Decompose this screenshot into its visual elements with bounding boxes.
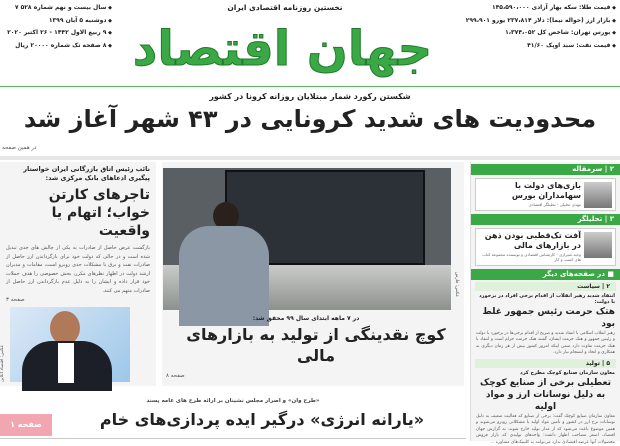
left-page-ref: صفحه ۳ [0, 295, 156, 305]
production-kicker: معاون سازمان صنایع کوچک مطرح کرد [471, 368, 620, 376]
politics-body: رهبر انقلاب اسلامی با انتقاد شدید و صریح از اقدام برخی‌ها در برخورد با دولت و رئیس جمهور و هتک حرمت ایشان، گفتند هتک حرمت حرام است و انتقاد با هتک حرمت تفاوت دارد ضمن اینکه امروز کشور بیش از هر زمان دیگری به همکاری و اتحاد و انسجام نیاز دارد. [471, 331, 620, 357]
right-sidebar [470, 162, 620, 441]
gold-price: ◆ قیمت طلا: سکه بهار آزادی ۱۴۵،۵۹۰،۰۰۰ [466, 2, 616, 15]
production-title[interactable]: تعطیلی برخی از صنایع کوچک به دلیل نوسانات ارز و مواد اولیه [471, 376, 620, 414]
logo-text: جهان اقتصاد [133, 21, 432, 77]
masthead-right-info [466, 2, 616, 52]
man-hoodie [179, 226, 269, 326]
left-kicker: نائب رئیس اتاق بازرگانی ایران خواستار پیگیری ادعاهای بانک مرکزی شد: [0, 162, 156, 183]
center-kicker: در ۷ ماهه ابتدای سال ۹۹ محقق شد: [162, 314, 450, 323]
newspaper-logo [115, 16, 450, 82]
stock-index: ◆ بورس تهران: شاخص کل ۱،۳۷۴،۰۵۲ [466, 27, 616, 40]
left-photo-row [0, 305, 156, 386]
center-page-ref: صفحه ۸ [166, 372, 185, 380]
main-headline[interactable]: محدودیت های شدید کرونایی در ۴۳ شهر آغاز شد [0, 104, 620, 134]
analyst-author: وحید شیرازی - کارشناس اقتصادی و نویسنده مجموعه کتاب های کسب و کار [479, 252, 581, 263]
editorial-title: بازی‌های دولت با سهامداران بورس [479, 181, 581, 201]
item-number: ۵ [606, 360, 610, 367]
other-pages-header: ■ در صفحه‌های دیگر [471, 269, 620, 280]
page-tag: صفحه ۱ [0, 414, 52, 436]
page-ref: در همین صفحه [2, 144, 36, 152]
center-headline[interactable]: کوچ نقدینگی از تولید به بازارهای مالی [182, 324, 450, 366]
face-shape [50, 311, 80, 345]
section-label: تحلیلگر [578, 215, 603, 223]
issue-info: ◆ سال بیست و نهم شماره ۵۲۸ ۷ [4, 2, 112, 15]
currency-market: ◆ بازار ارز (حواله نیما): دلار ۲۳۷،۸۱۴ یورو ۲۹۹،۹۰۱ [466, 15, 616, 28]
section-number: ۳ [610, 215, 614, 223]
item-label: تولید [586, 360, 600, 367]
date-persian: ◆ دوشنبه ۵ آبان ۱۳۹۹ [4, 15, 112, 28]
editorial-card[interactable] [475, 178, 616, 211]
bottom-headline[interactable]: «یارانه انرژی» درگیر ایده پردازی‌های خام [60, 409, 464, 431]
bottom-rule [0, 438, 466, 439]
bottom-kicker: «طرح وان» و اصرار مجلس نشینان بر ارائه طرح های عامه پسند [0, 397, 466, 405]
opinion-section [471, 164, 620, 266]
masthead-divider [0, 86, 620, 87]
author-photo [584, 182, 612, 208]
section-divider [0, 156, 620, 160]
item-label: سیاست [577, 283, 600, 290]
section-number: ۲ [610, 165, 614, 173]
oil-price: ◆ قیمت نفت: سبد اوپک ۴۱/۶۰ [466, 40, 616, 53]
price-info: ◆ ۸ صفحه تک شماره ۲۰۰۰۰ ریال [4, 40, 112, 53]
left-photo-credit: عکس: اقتصاد آنلاین [0, 307, 10, 382]
item-header-production: ۵ | تولید [475, 359, 616, 368]
item-number: ۲ [606, 283, 610, 290]
analyst-card[interactable] [475, 228, 616, 266]
politics-title[interactable]: هتک حرمت رئیس جمهور غلط بود [471, 305, 620, 331]
editorial-author: مهدی تحلیلی - تحلیلگر اقتصادی [479, 202, 581, 208]
other-pages-label: در صفحه‌های دیگر [543, 270, 605, 278]
item-header-politics: ۲ | سیاست [475, 282, 616, 291]
author-photo [584, 232, 612, 258]
main-kicker: شکستن رکورد شمار مبتلایان روزانه کرونا در کشور [0, 91, 620, 102]
date-other: ◆ ۹ ربیع الاول ۱۴۴۲ - ۲۶ اکتبر ۲۰۲۰ [4, 27, 112, 40]
masthead-left-info [4, 2, 112, 52]
shirt-shape [58, 343, 74, 383]
analyst-title: آفت تک‌قطبی بودن ذهن در بازارهای مالی [479, 231, 581, 251]
left-headline[interactable]: تاجرهای کارتن خواب؛ اتهام یا واقعیت [0, 183, 156, 240]
left-story [0, 162, 156, 386]
center-photo-credit: عکس: فارس [454, 272, 459, 297]
section-header-editorial: ۲ | سرمقاله [471, 164, 620, 175]
politics-kicker: انتقاد شدید رهبر انقلاب از اقدام برخی افراد در برخورد با دولت: [471, 291, 620, 305]
left-body: بازگشت عرض حاصل از صادرات به یکی از چالش های جدی تبدیل شده است و در حالی که دولت خود برای بازگرداندن ارز حاصل از صادرات نفت و برق با مشکلات جدی روبرو است، مقامات و مدیران ارشد دولت در اظهار نظرهای مکرر، بخش خصوصی را هدف حملات خود قرار داده و ایشان را به دلیل عدم بازگرداندن ارز حاصل از صادرات متهم می کنند. [0, 240, 156, 295]
production-body: معاون سازمان صنایع کوچک گفت: برخی از صنایع که فعالیت ضعیف به دلیل نوسانات نرخ ارز در کشور و تأمین مواد اولیه با مشکلاتی روبرو می‌شوند و همین موضوع باعث می‌شود که از مدار تولید خارج شوند. به گزارش جهان اقتصاد، اصغر مصاحب اظهار داشت: واحدهای تولیدی که بازار فروش محصولات آنها عرضه اقتصادی ندارد می‌توانند به کلینیک‌های مشاوره ... [471, 414, 620, 446]
tagline: نخستین روزنامه اقتصادی ایران [200, 3, 370, 13]
center-story [162, 162, 464, 386]
person-photo [10, 307, 130, 382]
section-label: سرمقاله [572, 165, 602, 173]
stock-exchange-photo [163, 168, 451, 310]
section-header-analyst: ۳ | تحلیلگر [471, 214, 620, 225]
